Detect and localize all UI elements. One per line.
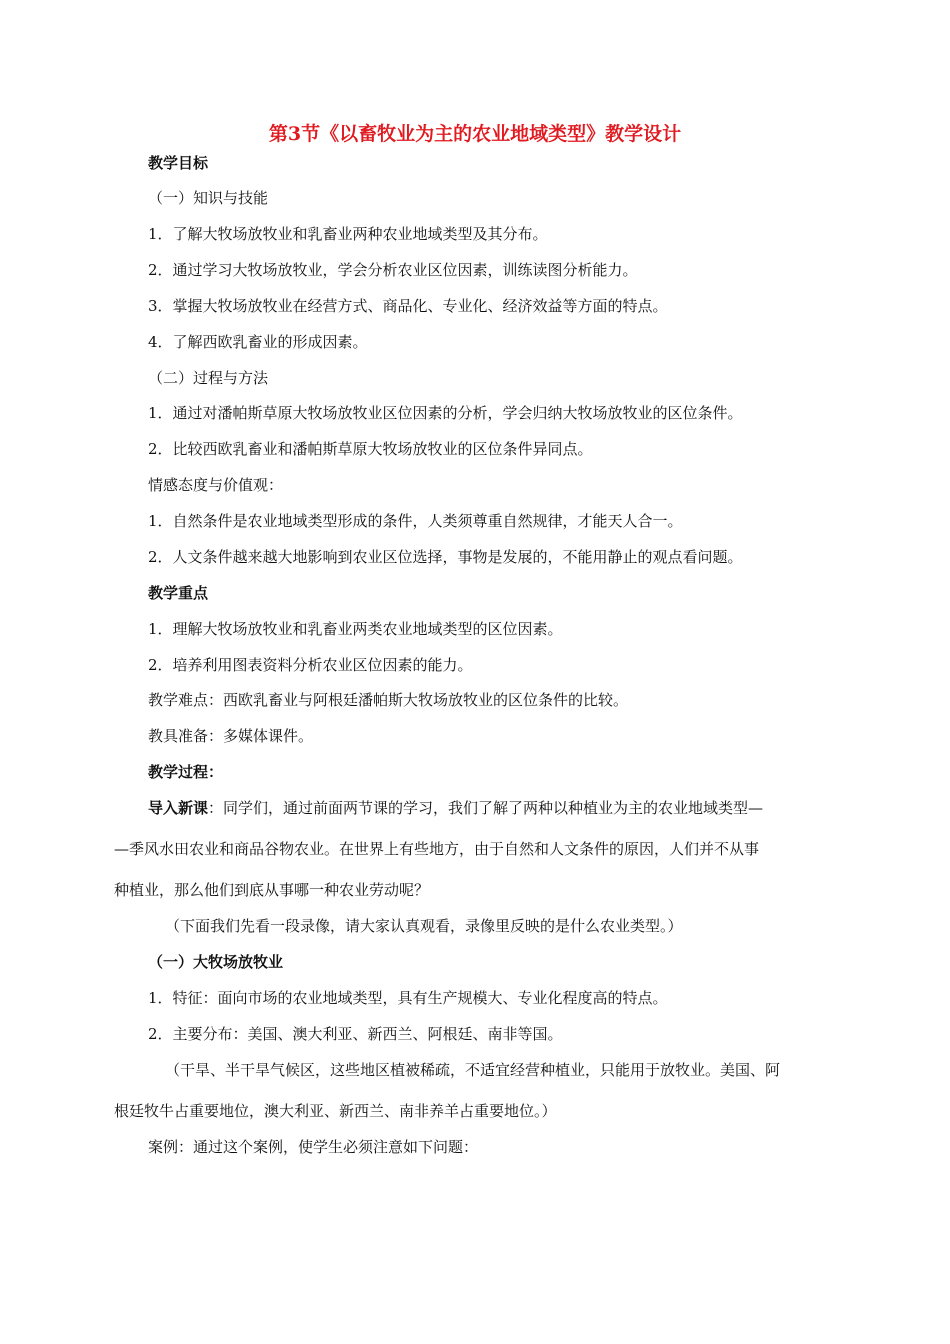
knowledge-item-1: 1．了解大牧场放牧业和乳畜业两种农业地域类型及其分布。 (148, 225, 548, 243)
process-heading: （二）过程与方法 (148, 369, 269, 387)
intro-line-2: —季风水田农业和商品谷物农业。在世界上有些地方，由于自然和人文条件的原因，人们并不从事 (114, 840, 760, 858)
emotion-item-1: 1．自然条件是农业地域类型形成的条件，人类须尊重自然规律，才能天人合一。 (148, 512, 683, 530)
knowledge-item-2: 2．通过学习大牧场放牧业，学会分析农业区位因素，训练读图分析能力。 (148, 261, 638, 279)
process-item-1: 1．通过对潘帕斯草原大牧场放牧业区位因素的分析，学会归纳大牧场放牧业的区位条件。 (148, 404, 743, 422)
emotion-heading: 情感态度与价值观： (148, 476, 284, 494)
key-heading: 教学重点 (148, 584, 209, 602)
section1-item-2: 2．主要分布：美国、澳大利亚、新西兰、阿根廷、南非等国。 (148, 1025, 563, 1043)
key-item-1: 1．理解大牧场放牧业和乳畜业两类农业地域类型的区位因素。 (148, 620, 563, 638)
process-item-2: 2．比较西欧乳畜业和潘帕斯草原大牧场放牧业的区位条件异同点。 (148, 440, 593, 458)
video-note: （下面我们先看一段录像，请大家认真观看，录像里反映的是什么农业类型。） (165, 917, 683, 935)
intro-text-1: ：同学们，通过前面两节课的学习，我们了解了两种以种植业为主的农业地域类型— (208, 799, 764, 817)
goals-heading: 教学目标 (148, 154, 209, 172)
procedure-heading: 教学过程： (148, 763, 224, 781)
intro-label: 导入新课 (148, 799, 209, 817)
tools-line: 教具准备：多媒体课件。 (148, 727, 314, 745)
intro-line-3: 种植业，那么他们到底从事哪一种农业劳动呢？ (114, 881, 430, 899)
knowledge-item-3: 3．掌握大牧场放牧业在经营方式、商品化、专业化、经济效益等方面的特点。 (148, 297, 668, 315)
knowledge-item-4: 4．了解西欧乳畜业的形成因素。 (148, 333, 368, 351)
dry-note-line-2: 根廷牧牛占重要地位，澳大利亚、新西兰、南非养羊占重要地位。） (114, 1102, 557, 1120)
case-line: 案例：通过这个案例，使学生必须注意如下问题： (148, 1138, 479, 1156)
document-title: 第3节《以畜牧业为主的农业地域类型》教学设计 (268, 123, 682, 145)
section1-item-1: 1．特征：面向市场的农业地域类型，具有生产规模大、专业化程度高的特点。 (148, 989, 668, 1007)
section1-heading: （一）大牧场放牧业 (148, 953, 284, 971)
emotion-item-2: 2．人文条件越来越大地影响到农业区位选择，事物是发展的，不能用静止的观点看问题。 (148, 548, 743, 566)
difficulty-line: 教学难点：西欧乳畜业与阿根廷潘帕斯大牧场放牧业的区位条件的比较。 (148, 691, 629, 709)
dry-note-line-1: （干旱、半干旱气候区，这些地区植被稀疏，不适宜经营种植业，只能用于放牧业。美国、阿 (165, 1061, 781, 1079)
knowledge-heading: （一）知识与技能 (148, 189, 269, 207)
intro-line-1 (148, 797, 763, 819)
key-item-2: 2．培养利用图表资料分析农业区位因素的能力。 (148, 656, 473, 674)
